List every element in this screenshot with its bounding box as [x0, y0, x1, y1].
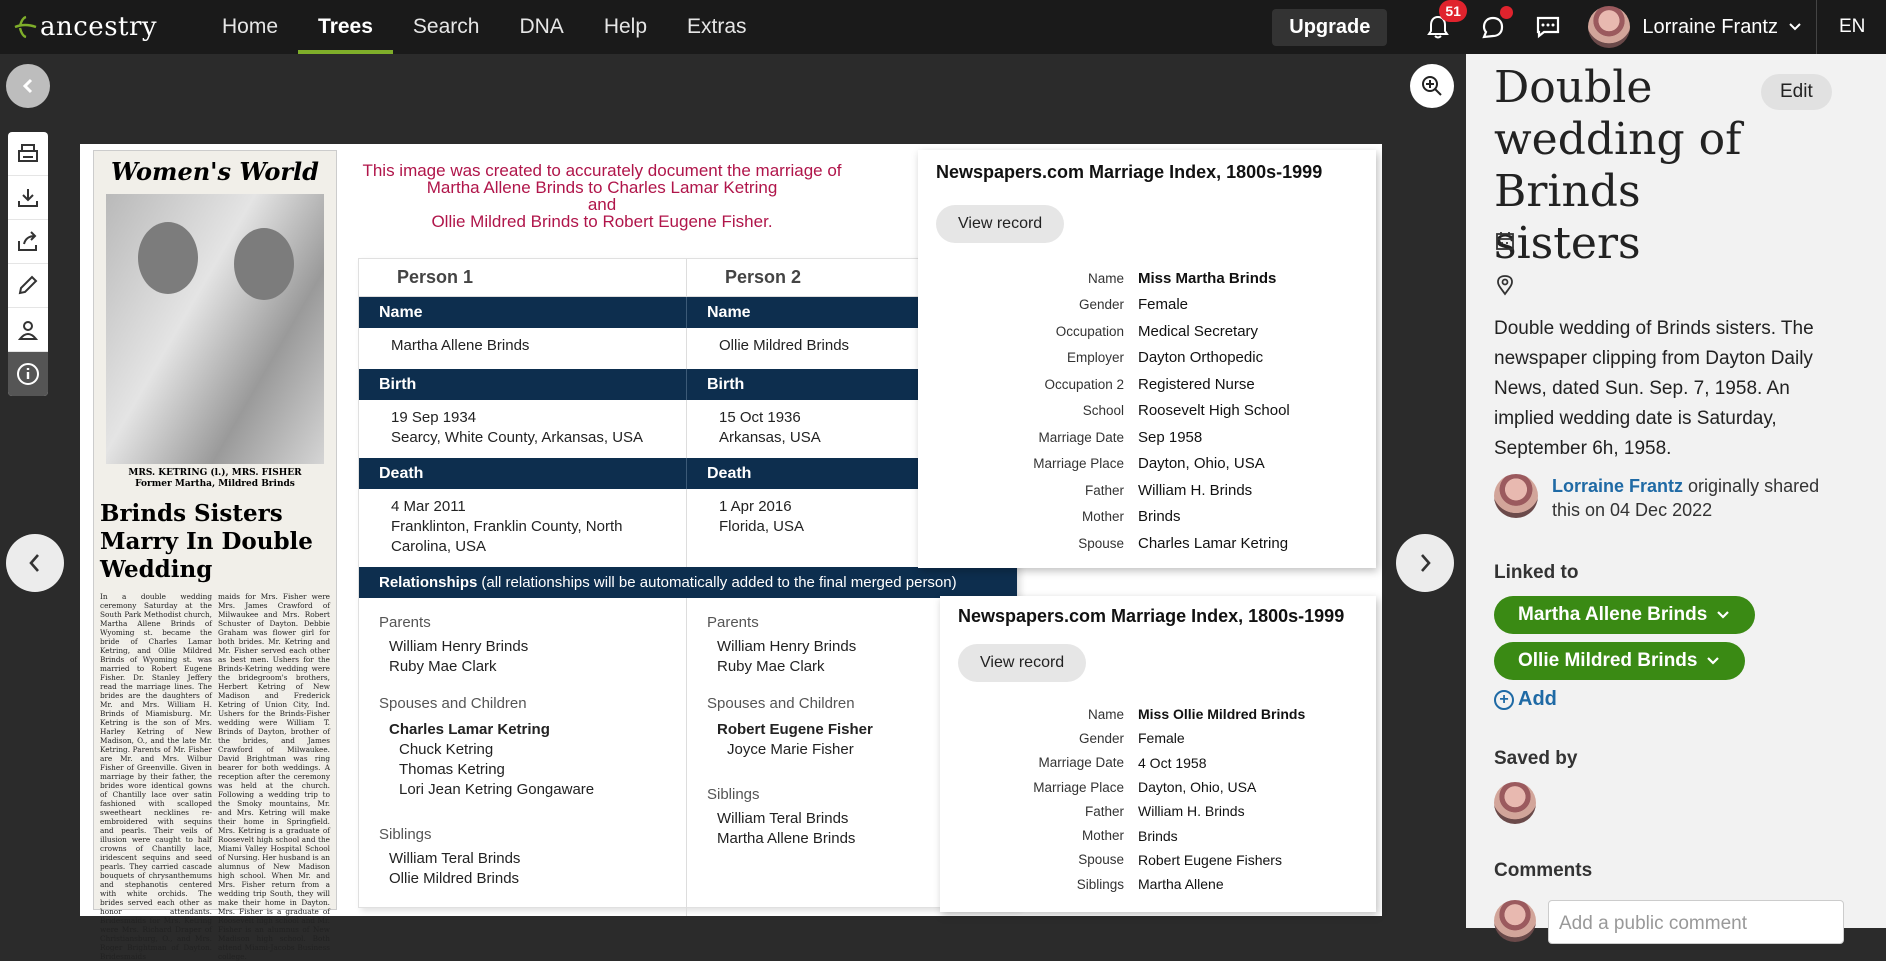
record-2-fields: [978, 702, 1305, 896]
user-name[interactable]: Lorraine Frantz: [1642, 15, 1778, 38]
record-title: Newspapers.com Marriage Index, 1800s-1999: [958, 606, 1345, 626]
viewer-toolbar: [8, 132, 48, 396]
parent: Ruby Mae Clark: [717, 658, 825, 675]
sharer-avatar[interactable]: [1494, 474, 1538, 518]
field-label: Gender: [1078, 730, 1124, 746]
upgrade-button[interactable]: Upgrade: [1272, 9, 1387, 46]
tag-person-button[interactable]: [8, 308, 48, 352]
share-icon: [16, 231, 40, 253]
spouses-label: Spouses and Children: [379, 695, 527, 712]
field-value: Registered Nurse: [1138, 375, 1255, 393]
caption-line-1: MRS. KETRING (l.), MRS. FISHER: [128, 468, 302, 478]
field-label: School: [1082, 403, 1124, 419]
note-line: Martha Allene Brinds to Charles Lamar Ketring: [426, 178, 778, 197]
wedding-photo: [106, 194, 324, 464]
shared-date-text: originally shared this on 04 Dec 2022: [1552, 476, 1820, 520]
birth-place: Arkansas, USA: [719, 429, 821, 446]
comment-input[interactable]: Add a public comment: [1548, 900, 1844, 944]
newspaper-clipping: [93, 150, 337, 961]
clipping-column-1: In a double wedding ceremony Saturday at the South Park Methodist church, Martha Allene Brinds of Wyoming st. became the bride of Charles Lamar Ketring, and Ollie Mildred Brinds of Wyoming st. was married to Robert Eugene Fisher. Dr. Stanley Jeffery read the marriage lines. The brides are the daughters of Mr. and Mrs. William H. Brinds of Miamisburg. Mr. Ketring is the son of Mrs. Harley Ketring of New Madison, O., and the late Mr. Ketring. Parents of Mr. Fisher are Mr. and Mrs. Wilbur Fisher of Greenville. Given in marriage by their father, the brides wore identical gowns of Chantilly lace over satin fashioned with scalloped sweetheart necklines re-embroidered with sequins and pearls. Their veils of illusion were caught to half crowns of Chantilly lace, iridescent sequins and seed pearls. They carried cascade bouquets of chrysanthemums and stephanotis centered with white orchids. The brides served each other as honor attendants. Bridesmaids for Mrs. Ketring were Mrs. Richard Draper of Christiansburg, O., and Mrs. Roger Brightman of Dayton. Bridesmaids: [100, 592, 212, 961]
linked-to-label: Linked to: [1494, 562, 1579, 583]
feedback-button[interactable]: [1533, 12, 1563, 42]
person-1-name: Martha Allene Brinds: [359, 328, 687, 369]
ancestry-logo[interactable]: [12, 12, 202, 42]
birth-date: 15 Oct 1936: [719, 409, 801, 426]
edit-story-button[interactable]: Edit: [1761, 74, 1832, 110]
siblings-label: Siblings: [707, 786, 760, 803]
shared-info: [1552, 474, 1852, 522]
sharer-link[interactable]: Lorraine Frantz: [1552, 476, 1684, 496]
field-label: Mother: [1081, 828, 1124, 844]
nav-home[interactable]: Home: [222, 15, 279, 38]
location-pin-icon[interactable]: [1494, 274, 1516, 296]
parent: William Henry Brinds: [389, 638, 529, 655]
chevron-down-icon: [1705, 655, 1721, 667]
chevron-down-icon: [1715, 609, 1731, 621]
edit-button[interactable]: [8, 264, 48, 308]
siblings-label: Siblings: [379, 826, 432, 843]
field-label: Marriage Date: [1038, 429, 1124, 445]
marriage-record-2: [940, 596, 1376, 912]
comments-label: Comments: [1494, 860, 1593, 881]
child: Chuck Ketring: [399, 741, 494, 758]
person-1-header: Person 1: [359, 259, 687, 296]
saved-by-avatar[interactable]: [1494, 782, 1536, 824]
field-label: Marriage Place: [1033, 456, 1124, 472]
note-line: This image was created to accurately document the marriage of: [362, 161, 842, 180]
messages-button[interactable]: [1478, 12, 1508, 42]
field-value: William H. Brinds: [1138, 481, 1253, 499]
birth-place: Searcy, White County, Arkansas, USA: [391, 429, 644, 446]
nav-help[interactable]: Help: [603, 15, 648, 38]
view-record-button: View record: [936, 205, 1064, 243]
plus-icon: +: [1494, 690, 1514, 710]
parents-label: Parents: [379, 614, 431, 631]
saved-by-label: Saved by: [1494, 748, 1578, 769]
note-line: Ollie Mildred Brinds to Robert Eugene Fisher.: [431, 212, 773, 231]
field-label: Gender: [1078, 297, 1124, 313]
print-icon: [16, 143, 40, 165]
comment-row: [1494, 900, 1844, 944]
field-value: Brinds: [1138, 508, 1181, 526]
field-value: Dayton, Ohio, USA: [1138, 779, 1257, 796]
record-1-fields: [978, 265, 1290, 557]
chevron-right-icon: [1417, 552, 1433, 574]
sibling: Ollie Mildred Brinds: [389, 870, 520, 887]
bride-left-face: [138, 222, 198, 294]
feedback-icon: [1535, 14, 1561, 40]
linked-person-name: Martha Allene Brinds: [1518, 604, 1708, 625]
parent: Ruby Mae Clark: [389, 658, 497, 675]
field-label: Siblings: [1076, 876, 1124, 892]
field-label: Father: [1084, 482, 1124, 498]
previous-button[interactable]: [6, 534, 64, 592]
nav-search[interactable]: Search: [412, 15, 480, 38]
field-label: Spouse: [1078, 852, 1124, 868]
name-label: Name: [359, 297, 687, 328]
field-label: Occupation: [1055, 323, 1124, 339]
field-label: Marriage Date: [1038, 755, 1124, 771]
child: Lori Jean Ketring Gongaware: [399, 781, 595, 798]
download-button[interactable]: [8, 176, 48, 220]
brand-name: ancestry: [40, 12, 158, 42]
relationships-note: (all relationships will be automatically added to the final merged person): [481, 574, 957, 591]
field-label: Name: [1087, 270, 1124, 286]
notifications-button[interactable]: [1423, 3, 1461, 42]
image-note: [352, 162, 852, 230]
field-value: Dayton Orthopedic: [1138, 349, 1264, 367]
person-2-name: Ollie Mildred Brinds: [719, 337, 850, 354]
story-image: [80, 144, 1382, 961]
top-nav: [0, 0, 1886, 54]
person-1-death: [359, 489, 687, 567]
info-icon: [16, 362, 40, 386]
sibling: William Teral Brinds: [717, 810, 849, 827]
note-line: and: [587, 195, 617, 214]
main-nav: [202, 0, 767, 54]
zoom-button[interactable]: [1410, 64, 1454, 108]
field-value: Female: [1138, 730, 1185, 747]
chevron-left-icon: [20, 77, 36, 95]
spouses-label: Spouses and Children: [707, 695, 855, 712]
death-label: Death: [359, 458, 687, 489]
linked-person-martha[interactable]: [1494, 596, 1755, 634]
field-value: Roosevelt High School: [1138, 402, 1290, 420]
field-value: Robert Eugene Fishers: [1138, 851, 1282, 868]
person-2-header: Person 2: [725, 267, 802, 287]
child: Thomas Ketring: [399, 761, 505, 778]
spouse: Robert Eugene Fisher: [717, 721, 873, 738]
field-value: Sep 1958: [1138, 428, 1203, 446]
person-1-birth: [359, 400, 687, 458]
death-place: Franklinton, Franklin County, North Carolina, USA: [391, 518, 623, 555]
user-avatar[interactable]: [1588, 6, 1630, 48]
field-value: Female: [1138, 296, 1189, 314]
field-value: Charles Lamar Ketring: [1138, 534, 1289, 552]
view-record-button: View record: [958, 644, 1086, 682]
photo-caption: [94, 468, 336, 490]
birth-label: Birth: [707, 375, 745, 393]
language-selector[interactable]: EN: [1816, 0, 1886, 54]
back-button[interactable]: [6, 64, 50, 108]
death-date: 1 Apr 2016: [719, 498, 792, 515]
nav-right: [1272, 0, 1886, 54]
field-value: Miss Martha Brinds: [1138, 269, 1277, 287]
child: Joyce Marie Fisher: [727, 741, 854, 758]
story-details-panel: [1466, 54, 1886, 934]
chevron-left-icon: [27, 552, 43, 574]
clipping-header: Women's World: [111, 157, 319, 186]
next-button[interactable]: [1396, 534, 1454, 592]
caption-line-2: Former Martha, Mildred Brinds: [135, 479, 295, 489]
field-value: Miss Ollie Mildred Brinds: [1138, 706, 1306, 723]
parents-label: Parents: [707, 614, 759, 631]
field-label: Employer: [1066, 350, 1124, 366]
sibling: Martha Allene Brinds: [717, 830, 856, 847]
field-value: Medical Secretary: [1138, 322, 1259, 340]
leaf-logo-icon: [12, 14, 38, 40]
bride-right-face: [234, 228, 294, 300]
field-value: Brinds: [1138, 827, 1178, 844]
spouse: Charles Lamar Ketring: [389, 721, 550, 738]
field-label: Occupation 2: [1044, 376, 1124, 392]
calendar-icon[interactable]: [1494, 230, 1516, 252]
media-viewer: [0, 54, 1466, 961]
clipping-headline: Brinds Sisters Marry In Double Wedding: [100, 500, 313, 583]
field-value: Dayton, Ohio, USA: [1138, 455, 1265, 473]
shared-by: [1494, 474, 1852, 522]
field-label: Mother: [1081, 509, 1124, 525]
story-description: Double wedding of Brinds sisters. The newspaper clipping from Dayton Daily News, dated Sun. Sep. 7, 1958. An implied wedding date is Saturday, September 6h, 1958.: [1494, 318, 1814, 459]
field-label: Marriage Place: [1033, 779, 1124, 795]
field-value: Martha Allene: [1138, 876, 1224, 893]
parent: William Henry Brinds: [717, 638, 857, 655]
birth-date: 19 Sep 1934: [391, 409, 477, 426]
marriage-record-1: [918, 150, 1376, 568]
info-button[interactable]: [8, 352, 48, 396]
field-value: William H. Brinds: [1138, 803, 1245, 820]
add-label: Add: [1518, 688, 1557, 710]
chevron-down-icon[interactable]: [1788, 22, 1802, 32]
birth-label: Birth: [359, 369, 687, 400]
death-label: Death: [707, 464, 752, 482]
linked-person-name: Ollie Mildred Brinds: [1518, 650, 1698, 671]
share-button[interactable]: [8, 220, 48, 264]
pencil-icon: [16, 275, 40, 297]
notification-count-badge: 51: [1439, 0, 1467, 22]
clipping-column-2: maids for Mrs. Fisher were Mrs. James Crawford of Milwaukee and Mrs. Robert Schuster of Dayton. Debbie Graham was flower girl for both brides. Mr. Ketring and Mr. Fisher served each other as best men. Ushers for the Brinds-Ketring wedding were the bridegroom's brothers, Herbert Ketring of New Madison and Frederick Ketring of Union City, Ind. Ushers for the Brinds-Fisher wedding were William T. Brinds of Dayton, brother of the brides, and James Crawford of Milwaukee. David Brightman was ring bearer for both weddings. A reception after the ceremony was held at the church. Following a wedding trip to the Smoky mountains, Mr. and Mrs. Ketring will make their home in Springfield. Mrs. Ketring is a graduate of Roosevelt high school and the Miami Valley Hospital School of Nursing. Her husband is an alumnus of New Madison high school. When Mr. and Mrs. Fisher return from a wedding trip South, they will make their home in Dayton. Mrs. Fisher is a graduate of Roosevelt high school and Mr. Fisher is an alumnus of New Madison high school. Both attend Miami-Jacobs Business college.: [218, 592, 330, 961]
sibling: William Teral Brinds: [389, 850, 521, 867]
record-title: Newspapers.com Marriage Index, 1800s-1999: [936, 162, 1323, 182]
print-button[interactable]: [8, 132, 48, 176]
nav-extras[interactable]: Extras: [687, 15, 747, 38]
relationships-label: Relationships: [379, 574, 478, 591]
story-title: Double wedding of Brinds sisters: [1494, 62, 1742, 269]
commenter-avatar: [1494, 900, 1536, 942]
name-label: Name: [707, 303, 751, 321]
person-icon: [16, 319, 40, 341]
relationships-bar: [359, 567, 1017, 598]
field-label: Name: [1087, 706, 1124, 722]
field-value: 4 Oct 1958: [1138, 754, 1207, 771]
field-label: Father: [1084, 803, 1124, 819]
nav-dna[interactable]: DNA: [519, 15, 564, 38]
zoom-in-icon: [1421, 75, 1443, 97]
death-date: 4 Mar 2011: [391, 498, 466, 515]
death-place: Florida, USA: [719, 518, 805, 535]
linked-person-ollie[interactable]: [1494, 642, 1745, 680]
clipping-body: [100, 592, 330, 961]
field-label: Spouse: [1078, 535, 1124, 551]
person-1-relationships: [359, 598, 687, 916]
download-icon: [16, 187, 40, 209]
add-linked-person-button[interactable]: [1494, 688, 1557, 711]
nav-trees[interactable]: Trees: [298, 0, 393, 54]
unread-dot: [1500, 6, 1513, 19]
